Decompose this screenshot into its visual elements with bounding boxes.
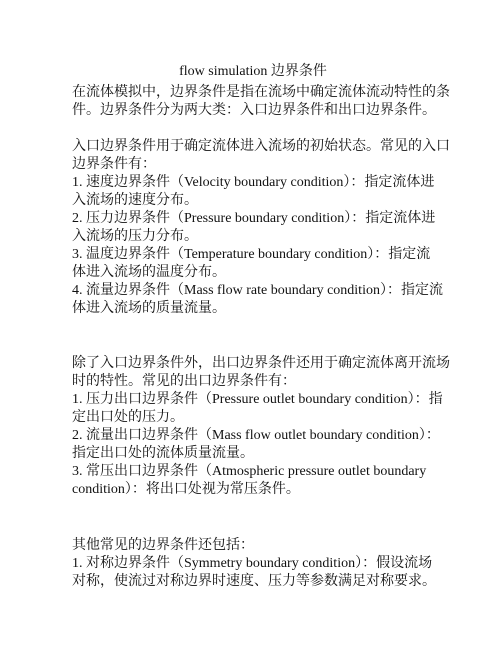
list-item: 1. 速度边界条件（Velocity boundary condition）：指定流体进: [72, 175, 435, 190]
text-line: 边界条件有：: [72, 157, 156, 172]
text-line: 除了入口边界条件外，出口边界条件还用于确定流体离开流场: [72, 356, 450, 371]
list-item: 2. 流量出口边界条件（Mass flow outlet boundary condition）：: [72, 428, 440, 443]
list-item: 1. 压力出口边界条件（Pressure outlet boundary condition）：指: [72, 392, 443, 407]
inlet-paragraph: [72, 138, 450, 318]
text-line: 定出口处的压力。: [72, 410, 184, 425]
text-line: 其他常见的边界条件还包括：: [72, 538, 254, 553]
text-line: condition）：将出口处视为常压条件。: [72, 482, 300, 497]
text-line: 对称，使流过对称边界时速度、压力等参数满足对称要求。: [72, 574, 436, 589]
list-item: 3. 温度边界条件（Temperature boundary condition）：指定流: [72, 247, 431, 262]
text-line: 体进入流场的质量流量。: [72, 301, 226, 316]
text-line: 件。边界条件分为两大类：入口边界条件和出口边界条件。: [72, 103, 436, 118]
text-line: 入流场的速度分布。: [72, 193, 198, 208]
intro-paragraph: [72, 84, 450, 120]
text-line: 在流体模拟中，边界条件是指在流场中确定流体流动特性的条: [72, 85, 450, 100]
list-item: 4. 流量边界条件（Mass flow rate boundary condition）：指定流: [72, 283, 443, 298]
outlet-paragraph: [72, 355, 450, 499]
text-line: 入流场的压力分布。: [72, 229, 198, 244]
text-line: 体进入流场的温度分布。: [72, 265, 226, 280]
text-line: 入口边界条件用于确定流体进入流场的初始状态。常见的入口: [72, 139, 450, 154]
document-title: flow simulation 边界条件: [179, 64, 327, 79]
other-paragraph: [72, 537, 434, 591]
text-line: 时的特性。常见的出口边界条件有：: [72, 374, 296, 389]
list-item: 1. 对称边界条件（Symmetry boundary condition）：假设流场: [72, 556, 433, 571]
list-item: 3. 常压出口边界条件（Atmospheric pressure outlet boundary: [72, 464, 427, 479]
text-line: 指定出口处的流体质量流量。: [72, 446, 254, 461]
list-item: 2. 压力边界条件（Pressure boundary condition）：指定流体进: [72, 211, 436, 226]
